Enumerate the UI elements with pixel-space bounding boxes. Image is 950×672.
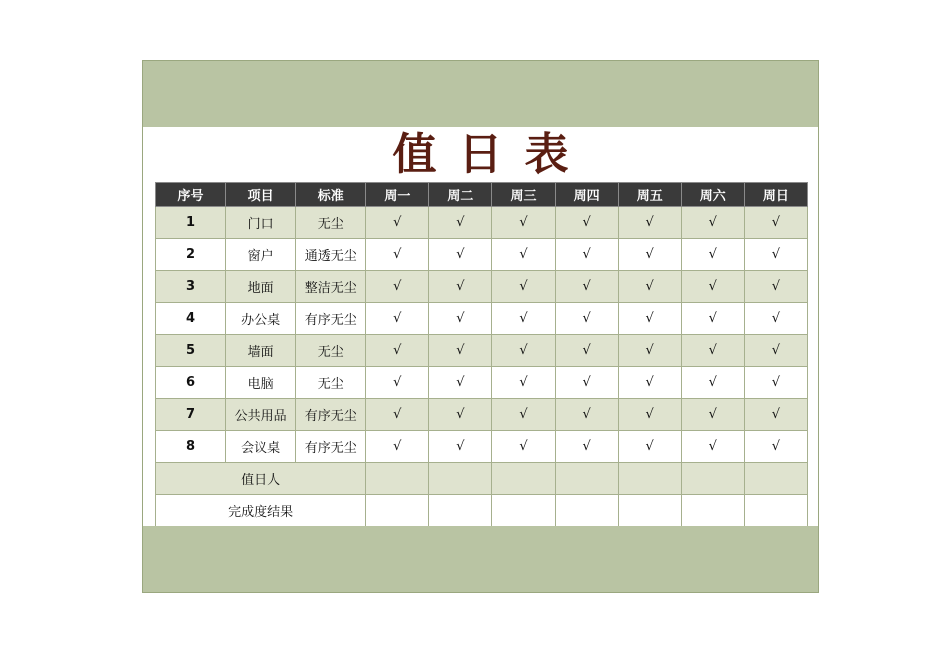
check-mark-cell: √ bbox=[681, 239, 744, 271]
row-seq: 6 bbox=[156, 367, 226, 399]
footer-day-cell[interactable] bbox=[366, 463, 429, 495]
col-header-mon: 周一 bbox=[366, 183, 429, 207]
check-mark-cell: √ bbox=[366, 239, 429, 271]
check-mark-cell: √ bbox=[681, 303, 744, 335]
check-mark-cell: √ bbox=[366, 271, 429, 303]
header-row bbox=[156, 183, 808, 207]
row-standard: 通透无尘 bbox=[296, 239, 366, 271]
row-item: 公共用品 bbox=[226, 399, 296, 431]
col-header-tue: 周二 bbox=[429, 183, 492, 207]
duty-sheet bbox=[142, 60, 819, 593]
bottom-band bbox=[143, 526, 818, 592]
table-row bbox=[156, 431, 808, 463]
footer-day-cell[interactable] bbox=[681, 495, 744, 527]
row-standard: 有序无尘 bbox=[296, 431, 366, 463]
footer-day-cell[interactable] bbox=[681, 463, 744, 495]
check-mark-cell: √ bbox=[492, 399, 555, 431]
check-mark-cell: √ bbox=[618, 367, 681, 399]
check-mark-cell: √ bbox=[618, 399, 681, 431]
table-row bbox=[156, 239, 808, 271]
row-item: 会议桌 bbox=[226, 431, 296, 463]
check-mark-cell: √ bbox=[366, 399, 429, 431]
footer-row bbox=[156, 495, 808, 527]
row-item: 墙面 bbox=[226, 335, 296, 367]
row-item: 窗户 bbox=[226, 239, 296, 271]
check-mark-cell: √ bbox=[366, 367, 429, 399]
row-standard: 整洁无尘 bbox=[296, 271, 366, 303]
check-mark-cell: √ bbox=[555, 431, 618, 463]
check-mark-cell: √ bbox=[618, 335, 681, 367]
check-mark-cell: √ bbox=[429, 303, 492, 335]
check-mark-cell: √ bbox=[744, 431, 807, 463]
check-mark-cell: √ bbox=[618, 303, 681, 335]
top-band bbox=[143, 61, 818, 127]
check-mark-cell: √ bbox=[429, 367, 492, 399]
row-item: 地面 bbox=[226, 271, 296, 303]
table-row bbox=[156, 399, 808, 431]
footer-row bbox=[156, 463, 808, 495]
col-header-sun: 周日 bbox=[744, 183, 807, 207]
check-mark-cell: √ bbox=[681, 335, 744, 367]
footer-day-cell[interactable] bbox=[555, 463, 618, 495]
row-seq: 7 bbox=[156, 399, 226, 431]
check-mark-cell: √ bbox=[492, 335, 555, 367]
col-header-sat: 周六 bbox=[681, 183, 744, 207]
row-seq: 8 bbox=[156, 431, 226, 463]
col-header-item: 项目 bbox=[226, 183, 296, 207]
check-mark-cell: √ bbox=[492, 207, 555, 239]
row-item: 电脑 bbox=[226, 367, 296, 399]
col-header-standard: 标准 bbox=[296, 183, 366, 207]
col-header-thu: 周四 bbox=[555, 183, 618, 207]
page-title: 值日表 bbox=[392, 129, 591, 180]
footer-day-cell[interactable] bbox=[429, 495, 492, 527]
row-seq: 3 bbox=[156, 271, 226, 303]
footer-day-cell[interactable] bbox=[618, 495, 681, 527]
check-mark-cell: √ bbox=[366, 335, 429, 367]
row-seq: 1 bbox=[156, 207, 226, 239]
check-mark-cell: √ bbox=[744, 399, 807, 431]
row-standard: 有序无尘 bbox=[296, 399, 366, 431]
check-mark-cell: √ bbox=[744, 207, 807, 239]
check-mark-cell: √ bbox=[744, 271, 807, 303]
check-mark-cell: √ bbox=[492, 431, 555, 463]
table-row bbox=[156, 335, 808, 367]
row-standard: 无尘 bbox=[296, 367, 366, 399]
check-mark-cell: √ bbox=[429, 271, 492, 303]
check-mark-cell: √ bbox=[555, 271, 618, 303]
check-mark-cell: √ bbox=[555, 399, 618, 431]
row-standard: 无尘 bbox=[296, 335, 366, 367]
check-mark-cell: √ bbox=[429, 207, 492, 239]
footer-day-cell[interactable] bbox=[366, 495, 429, 527]
check-mark-cell: √ bbox=[429, 399, 492, 431]
check-mark-cell: √ bbox=[429, 431, 492, 463]
col-header-wed: 周三 bbox=[492, 183, 555, 207]
check-mark-cell: √ bbox=[555, 239, 618, 271]
footer-day-cell[interactable] bbox=[618, 463, 681, 495]
check-mark-cell: √ bbox=[492, 367, 555, 399]
check-mark-cell: √ bbox=[744, 239, 807, 271]
check-mark-cell: √ bbox=[429, 335, 492, 367]
footer-day-cell[interactable] bbox=[744, 463, 807, 495]
table-row bbox=[156, 303, 808, 335]
col-header-seq: 序号 bbox=[156, 183, 226, 207]
check-mark-cell: √ bbox=[618, 207, 681, 239]
check-mark-cell: √ bbox=[366, 207, 429, 239]
row-standard: 有序无尘 bbox=[296, 303, 366, 335]
footer-day-cell[interactable] bbox=[492, 463, 555, 495]
check-mark-cell: √ bbox=[366, 431, 429, 463]
col-header-fri: 周五 bbox=[618, 183, 681, 207]
row-seq: 5 bbox=[156, 335, 226, 367]
check-mark-cell: √ bbox=[555, 367, 618, 399]
check-mark-cell: √ bbox=[555, 207, 618, 239]
footer-day-cell[interactable] bbox=[492, 495, 555, 527]
check-mark-cell: √ bbox=[555, 303, 618, 335]
check-mark-cell: √ bbox=[366, 303, 429, 335]
check-mark-cell: √ bbox=[492, 271, 555, 303]
row-seq: 4 bbox=[156, 303, 226, 335]
check-mark-cell: √ bbox=[555, 335, 618, 367]
table-row bbox=[156, 367, 808, 399]
row-item: 办公桌 bbox=[226, 303, 296, 335]
footer-day-cell[interactable] bbox=[744, 495, 807, 527]
check-mark-cell: √ bbox=[618, 271, 681, 303]
footer-label: 完成度结果 bbox=[156, 495, 366, 527]
duty-table bbox=[155, 182, 808, 527]
footer-day-cell[interactable] bbox=[429, 463, 492, 495]
check-mark-cell: √ bbox=[681, 431, 744, 463]
footer-day-cell[interactable] bbox=[555, 495, 618, 527]
row-item: 门口 bbox=[226, 207, 296, 239]
table-row bbox=[156, 207, 808, 239]
row-standard: 无尘 bbox=[296, 207, 366, 239]
check-mark-cell: √ bbox=[744, 367, 807, 399]
check-mark-cell: √ bbox=[681, 271, 744, 303]
footer-label: 值日人 bbox=[156, 463, 366, 495]
check-mark-cell: √ bbox=[429, 239, 492, 271]
check-mark-cell: √ bbox=[618, 239, 681, 271]
check-mark-cell: √ bbox=[492, 239, 555, 271]
check-mark-cell: √ bbox=[618, 431, 681, 463]
check-mark-cell: √ bbox=[681, 367, 744, 399]
check-mark-cell: √ bbox=[744, 335, 807, 367]
check-mark-cell: √ bbox=[492, 303, 555, 335]
table-row bbox=[156, 271, 808, 303]
check-mark-cell: √ bbox=[744, 303, 807, 335]
row-seq: 2 bbox=[156, 239, 226, 271]
check-mark-cell: √ bbox=[681, 207, 744, 239]
check-mark-cell: √ bbox=[681, 399, 744, 431]
